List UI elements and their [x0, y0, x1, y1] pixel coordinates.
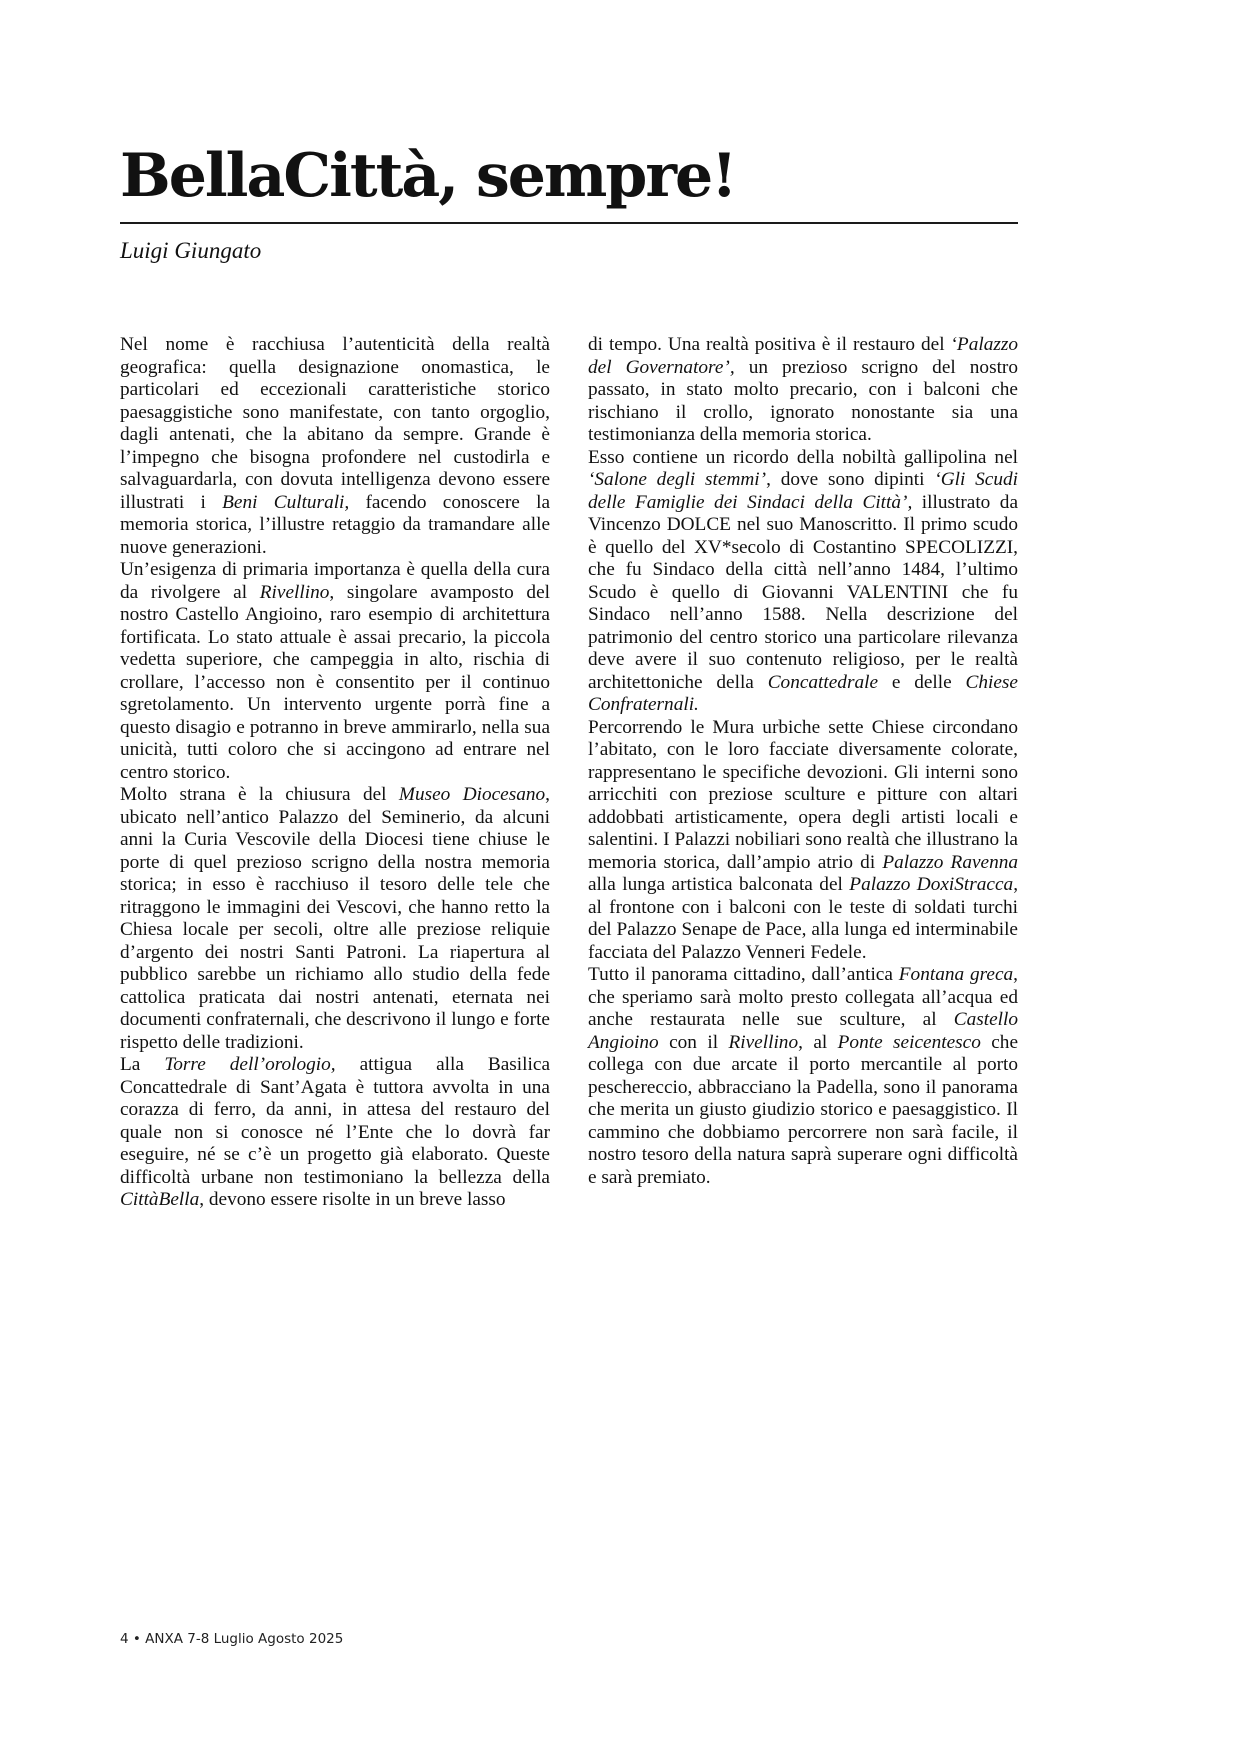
right-paragraph-2: Esso contiene un ricordo della nobiltà gallipolina nel ‘Salone degli stemmi’, dove sono dipinti ‘Gli Scudi delle Famiglie dei Sindaci della Città’, illustrato da Vincenzo DOLCE nel suo Manoscritto. Il primo scudo è quello del XV*secolo di Costantino SPECOLIZZI, che fu Sindaco della città nell’anno 1484, l’ultimo Scudo è quello di Giovanni VALENTINI che fu Sindaco nell’anno 1588. Nella descrizione del patrimonio del centro storico una particolare rilevanza deve avere il suo contenuto religioso, per le realtà architettoniche della Concattedrale e delle Chiese Confraternali. [588, 446, 1018, 715]
right-paragraph-4: Tutto il panorama cittadino, dall’antica Fontana greca, che speriamo sarà molto presto collegata all’acqua ed anche restaurata nelle sue sculture, al Castello Angioino con il Rivellino, al Ponte seicentesco che collega con due arcate il porto mercantile al porto peschereccio, abbracciano la Padella, sono il panorama che merita un giusto giudizio storico e paesaggistico. Il cammino che dobbiamo percorrere non sarà facile, il nostro tesoro della natura saprà superare ogni difficoltà e sarà premiato. [588, 964, 1019, 1188]
left-paragraph-3: Molto strana è la chiusura del Museo Diocesano, ubicato nell’antico Palazzo del Seminerio, da alcuni anni la Curia Vescovile della Diocesi tiene chiuse le porte di quel prezioso scrigno della nostra memoria storica; in esso è racchiuso il tesoro delle tele che ritraggono le immagini dei Vescovi, che hanno retto la Chiesa locale per secoli, oltre alle preziose reliquie d’argento dei nostri Santi Patroni. La riapertura al pubblico sarebbe un richiamo allo studio della fede cattolica praticata dai nostri antenati, eternata nei documenti confraternali, che descrivono il lungo e forte rispetto delle tradizioni. [120, 784, 550, 1053]
left-paragraph-2: Un’esigenza di primaria importanza è quella della cura da rivolgere al Rivellino, singolare avamposto del nostro Castello Angioino, raro esempio di architettura fortificata. Lo stato attuale è assai precario, la piccola vedetta superiore, che campeggia in alto, rischia di crollare, l’accesso non è consentito per il continuo sgretolamento. Un intervento urgente porrà fine a questo disagio e potranno in breve ammirarlo, nella sua unicità, tutti coloro che si accingono ad entrare nel centro storico. [120, 559, 550, 783]
article-title: BellaCittà, sempre! [120, 141, 736, 211]
right-column [588, 334, 1018, 1189]
left-column [120, 334, 550, 1212]
right-paragraph-3: Percorrendo le Mura urbiche sette Chiese circondano l’abitato, con le loro facciate diversamente colorate, rappresentano le specifiche devozioni. Gli interni sono arricchiti con preziose sculture e pitture con altari addobbati artisticamente, opera degli artisti locali e salentini. I Palazzi nobiliari sono realtà che illustrano la memoria storica, dall’ampio atrio di Palazzo Ravenna alla lunga artistica balconata del Palazzo DoxiStracca, al frontone con i balconi con le teste di soldati turchi del Palazzo Senape de Pace, alla lunga ed interminabile facciata del Palazzo Venneri Fedele. [588, 716, 1019, 963]
page-footer: 4 • ANXA 7-8 Luglio Agosto 2025 [120, 1631, 344, 1647]
left-paragraph-1: Nel nome è racchiusa l’autenticità della realtà geografica: quella designazione onomastica, le particolari ed eccezionali caratteristiche storico paesaggistiche sono manifestate, con tanto orgoglio, dagli antenati, che la abitano da sempre. Grande è l’impegno che bisogna profondere nel custodirla e salvaguardarla, con dovuta intelligenza devono essere illustrati i Beni Culturali, facendo conoscere la memoria storica, l’illustre retaggio da tramandare alle nuove generazioni. [120, 334, 551, 558]
title-divider [120, 222, 1018, 224]
left-paragraph-4: La Torre dell’orologio, attigua alla Basilica Concattedrale di Sant’Agata è tuttora avvolta in una corazza di ferro, da anni, in attesa del restauro del quale non si conosce né l’Ente che lo dovrà far eseguire, né se c’è un progetto già elaborato. Queste difficoltà urbane non testimoniano la bellezza della CittàBella, devono essere risolte in un breve lasso [120, 1054, 550, 1210]
article-author: Luigi Giungato [120, 238, 262, 263]
right-paragraph-1: di tempo. Una realtà positiva è il restauro del ‘Palazzo del Governatore’, un prezioso scrigno del nostro passato, in stato molto precario, con i balconi che rischiano il crollo, ignorato nonostante sia una testimonianza della memoria storica. [588, 334, 1018, 445]
